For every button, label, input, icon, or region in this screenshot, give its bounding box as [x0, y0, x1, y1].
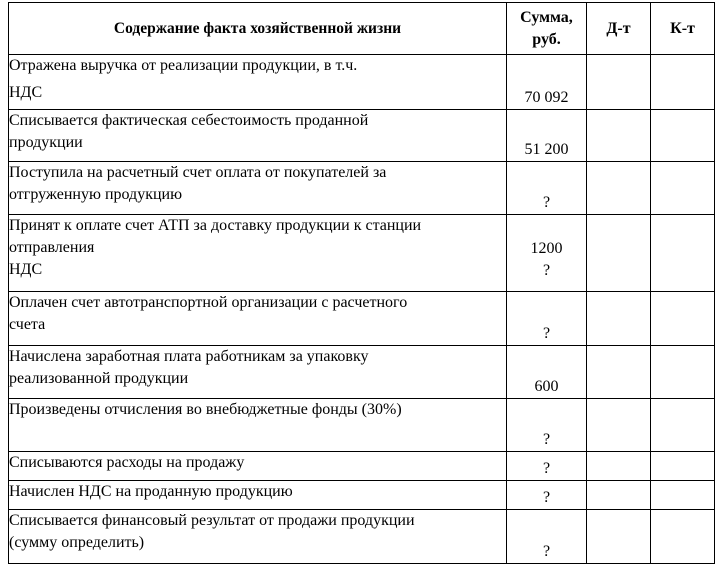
row-sum	[507, 452, 587, 481]
row-sum	[507, 162, 587, 215]
table-row	[9, 55, 715, 110]
row-credit-cell[interactable]	[651, 452, 715, 481]
row-debit-cell[interactable]	[587, 346, 651, 399]
header-row	[9, 3, 715, 55]
row-sum	[507, 292, 587, 346]
header-sum	[507, 3, 587, 55]
row-text-line: Списывается фактическая себестоимость проданной	[9, 112, 369, 129]
row-sum-value: ?	[542, 262, 551, 279]
row-text-line: реализованной продукции	[9, 370, 189, 387]
row-text-line: счета	[9, 316, 46, 333]
row-sum-value: ?	[542, 325, 551, 342]
header-debit: Д-т	[587, 3, 651, 55]
row-description	[9, 215, 507, 292]
row-description	[9, 481, 507, 510]
row-sum-value: ?	[542, 460, 551, 477]
row-sum-value: 51 200	[524, 141, 569, 158]
row-credit-cell[interactable]	[651, 215, 715, 292]
row-text-line: Поступила на расчетный счет оплата от покупателей за	[9, 164, 387, 181]
row-description	[9, 510, 507, 564]
row-text-line: Начислена заработная плата работникам за упаковку	[9, 348, 369, 365]
row-sum-value: ?	[542, 431, 551, 448]
row-sum	[507, 346, 587, 399]
row-debit-cell[interactable]	[587, 399, 651, 452]
row-sum	[507, 481, 587, 510]
row-text-line: Произведены отчисления во внебюджетные фонды (30%)	[9, 401, 402, 418]
row-text-line: Списываются расходы на продажу	[9, 454, 245, 471]
row-debit-cell[interactable]	[587, 292, 651, 346]
row-description	[9, 399, 507, 452]
row-debit-cell[interactable]	[587, 162, 651, 215]
row-text-line: Начислен НДС на проданную продукцию	[9, 483, 293, 500]
row-text-line: отправления	[9, 239, 95, 256]
row-sum	[507, 215, 587, 292]
row-text-line: Списывается финансовый результат от продажи продукции	[9, 512, 415, 529]
row-credit-cell[interactable]	[651, 110, 715, 162]
row-sum	[507, 55, 587, 110]
row-sum-value: 600	[534, 378, 559, 395]
row-text-line: продукции	[9, 134, 83, 151]
row-text-line: Принят к оплате счет АТП за доставку продукции к станции	[9, 217, 422, 234]
row-text-line: НДС	[9, 84, 43, 101]
row-credit-cell[interactable]	[651, 162, 715, 215]
row-text-line: Отражена выручка от реализации продукции, в т.ч.	[9, 57, 358, 74]
row-description	[9, 162, 507, 215]
row-credit-cell[interactable]	[651, 399, 715, 452]
row-credit-cell[interactable]	[651, 510, 715, 564]
row-text-line: (сумму определить)	[9, 534, 145, 551]
table-row	[9, 292, 715, 346]
table-row	[9, 110, 715, 162]
row-debit-cell[interactable]	[587, 510, 651, 564]
row-description	[9, 346, 507, 399]
row-description	[9, 452, 507, 481]
row-sum-value: ?	[542, 489, 551, 506]
row-sum	[507, 399, 587, 452]
header-sum-line1: Сумма,	[520, 8, 573, 26]
row-sum-value: 70 092	[524, 89, 569, 106]
row-debit-cell[interactable]	[587, 55, 651, 110]
row-sum-value: ?	[542, 543, 551, 560]
row-debit-cell[interactable]	[587, 110, 651, 162]
header-sum-line2: руб.	[532, 30, 561, 48]
table-row	[9, 215, 715, 292]
row-description	[9, 55, 507, 110]
row-credit-cell[interactable]	[651, 346, 715, 399]
row-text-line: отгруженную продукцию	[9, 186, 183, 203]
row-text-line: НДС	[9, 261, 43, 278]
table-row	[9, 481, 715, 510]
row-sum	[507, 510, 587, 564]
row-text-line: Оплачен счет автотранспортной организации с расчетного	[9, 294, 408, 311]
row-sum-value: ?	[542, 194, 551, 211]
row-credit-cell[interactable]	[651, 292, 715, 346]
table-row	[9, 452, 715, 481]
header-credit: К-т	[651, 3, 715, 55]
row-credit-cell[interactable]	[651, 55, 715, 110]
row-sum-value: 1200	[530, 240, 563, 257]
row-sum	[507, 110, 587, 162]
table-row	[9, 510, 715, 564]
header-description: Содержание факта хозяйственной жизни	[9, 3, 507, 55]
operations-table	[8, 2, 715, 564]
row-credit-cell[interactable]	[651, 481, 715, 510]
row-description	[9, 292, 507, 346]
row-debit-cell[interactable]	[587, 452, 651, 481]
table-row	[9, 346, 715, 399]
row-debit-cell[interactable]	[587, 215, 651, 292]
row-description	[9, 110, 507, 162]
table-row	[9, 399, 715, 452]
row-debit-cell[interactable]	[587, 481, 651, 510]
table-row	[9, 162, 715, 215]
